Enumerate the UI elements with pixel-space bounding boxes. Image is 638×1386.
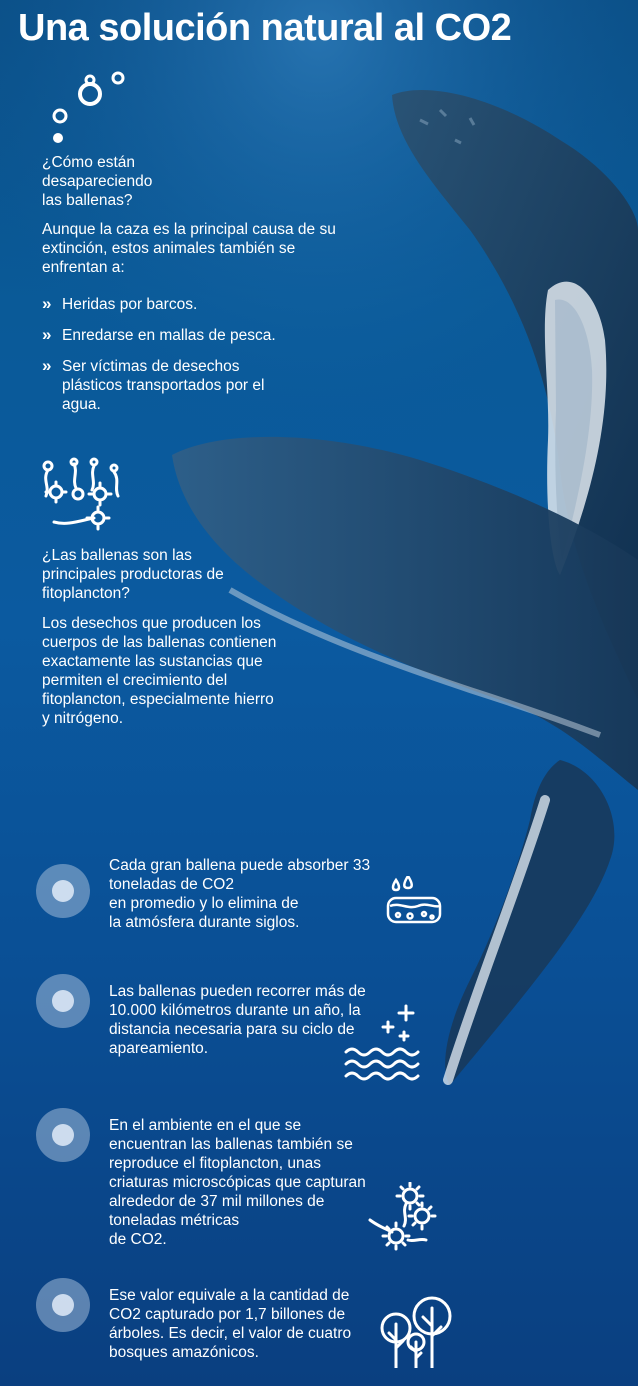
bullet-circle [36, 1108, 90, 1162]
sponge-icon [384, 876, 444, 928]
bullet-circle [36, 864, 90, 918]
fact-text: Cada gran ballena puede absorber 33 toneladas de CO2 en promedio y lo elimina de la atmósfera durante siglos. [109, 857, 371, 931]
microbes-icon [364, 1182, 444, 1254]
fact-text: En el ambiente en el que se encuentran las ballenas también se reproduce el fitoplancton, unas criaturas microscópicas que capturan alrededor de 37 mil millones de toneladas métricas de CO2. [109, 1117, 366, 1248]
chevrons-icon: » [42, 294, 52, 313]
question-whales-disappearing: ¿Cómo están desapareciendo las ballenas? [42, 154, 153, 209]
list-item: » Ser víctimas de desechos plásticos transportados por el agua. [42, 356, 265, 413]
question-phytoplankton: ¿Las ballenas son las principales productoras de fitoplancton? [42, 547, 224, 602]
list-item: » Enredarse en mallas de pesca. [42, 325, 276, 344]
list-item: » Heridas por barcos. [42, 294, 198, 313]
answer-whales-disappearing: Aunque la caza es la principal causa de su extinción, estos animales también se enfrentan a: [42, 221, 336, 276]
fact-text: Ese valor equivale a la cantidad de CO2 capturado por 1,7 billones de árboles. Es decir, el valor de cuatro bosques amazónicos. [109, 1287, 352, 1361]
chevrons-icon: » [42, 325, 52, 344]
bubbles-icon [46, 66, 130, 150]
bullet-circle [36, 974, 90, 1028]
bullet-circle [36, 1278, 90, 1332]
chevrons-icon: » [42, 356, 52, 375]
answer-phytoplankton: Los desechos que producen los cuerpos de las ballenas contienen exactamente las sustancias que permiten el crecimiento del fitoplancton, especialmente hierro y nitrógeno. [42, 615, 277, 727]
trees-icon [378, 1296, 454, 1368]
threats-list [42, 295, 312, 426]
phytoplankton-icon [38, 456, 124, 536]
waves-icon [344, 1002, 420, 1082]
page-title: Una solución natural al CO2 [18, 7, 512, 49]
lower-whale-fin [445, 760, 614, 1085]
fact-text: Las ballenas pueden recorrer más de 10.000 kilómetros durante un año, la distancia necesaria para su ciclo de apareamiento. [109, 983, 366, 1057]
